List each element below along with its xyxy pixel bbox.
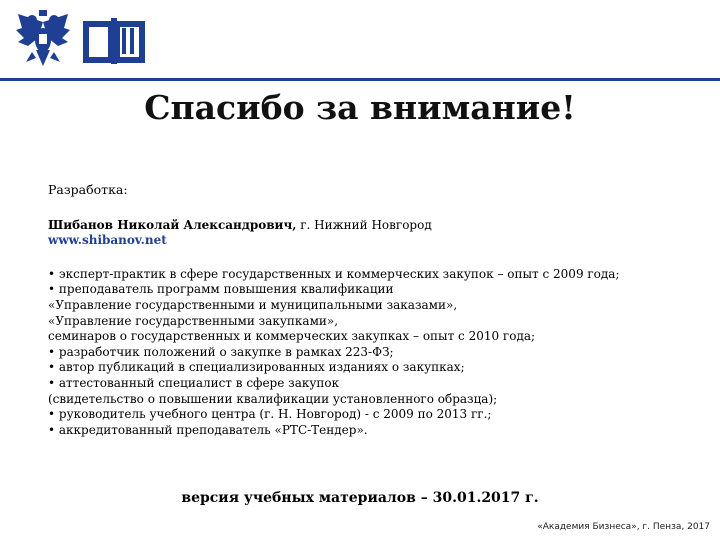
list-item: (свидетельство о повышении квалификации установленного образца); [48,391,498,406]
version-line: версия учебных материалов – 30.01.2017 г. [181,490,539,506]
slide-content [48,182,688,438]
double-headed-eagle-icon [12,8,74,70]
list-item: • руководитель учебного центра (г. Н. Новгород) - с 2009 по 2013 гг.; [48,407,492,422]
list-item: • аккредитованный преподаватель «РТС-Тендер». [48,422,368,437]
details-list [48,267,688,439]
header-logos [12,8,146,70]
website-link[interactable]: www.shibanov.net [48,233,167,248]
list-item: • эксперт-практик в сфере государственных и коммерческих закупок – опыт с 2009 года; [48,266,620,281]
list-item: • автор публикаций в специализированных изданиях о закупках; [48,360,465,375]
list-item: семинаров о государственных и коммерческих закупках – опыт с 2010 года; [48,329,536,344]
list-item: «Управление государственными закупками», [48,313,339,328]
list-item: • преподаватель программ повышения квалификации [48,282,394,297]
author-line [48,218,688,234]
header-rule [0,78,720,81]
slide-title: Спасибо за внимание! [144,88,576,127]
developed-by-label: Разработка: [48,182,128,197]
list-item: «Управление государственными и муниципальными заказами», [48,297,458,312]
list-item: • аттестованный специалист в сфере закупок [48,375,340,390]
author-name: Шибанов Николай Александрович, [48,217,297,232]
author-city: г. Нижний Новгород [296,217,432,232]
open-book-icon [82,14,146,66]
list-item: • разработчик положений о закупке в рамках 223-ФЗ; [48,344,394,359]
footer-credit: «Академия Бизнеса», г. Пенза, 2017 [537,522,710,532]
